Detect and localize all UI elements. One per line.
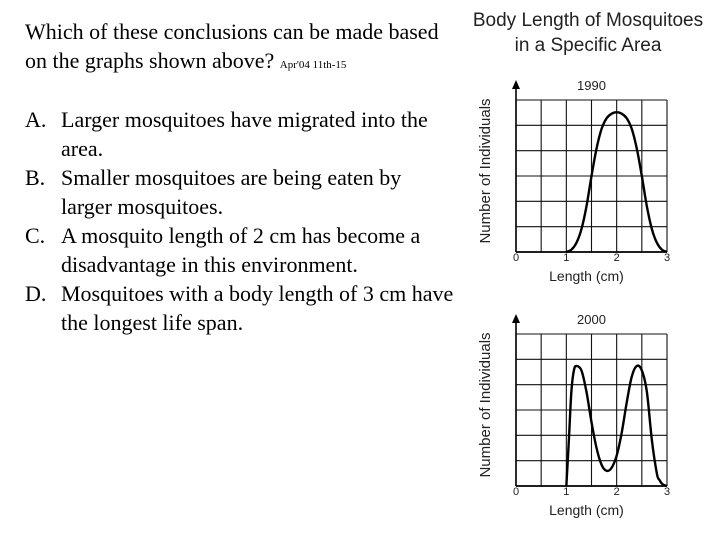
option-letter: D. <box>25 281 47 306</box>
option-text: Smaller mosquitoes are being eaten by larger mosquitoes. <box>61 165 402 219</box>
chart-panel-1990 <box>477 78 670 284</box>
y-axis-arrow <box>512 80 520 89</box>
chart-panel-2000 <box>477 312 670 518</box>
figure-title-line2: in a Specific Area <box>514 35 662 56</box>
y-axis-label: Number of Individuals <box>477 332 494 478</box>
chart-title: 2000 <box>577 312 606 327</box>
y-axis-arrow <box>512 314 520 323</box>
y-axis-label: Number of Individuals <box>477 98 494 244</box>
figure-title-line1: Body Length of Mosquitoes <box>472 10 704 31</box>
x-tick-label: 0 <box>512 252 520 264</box>
question-text: Which of these conclusions can be made based on the graphs shown above? <box>25 19 439 73</box>
option-letter: A. <box>25 107 47 132</box>
x-axis-label: Length (cm) <box>549 268 624 284</box>
option-text: A mosquito length of 2 cm has become a disadvantage in this environment. <box>61 223 421 277</box>
x-tick-label: 2 <box>613 486 620 498</box>
option-text: Larger mosquitoes have migrated into the area. <box>61 107 428 161</box>
x-axis-label: Length (cm) <box>549 502 624 518</box>
x-tick-label: 0 <box>512 486 520 498</box>
chart-title: 1990 <box>577 78 606 93</box>
option-text: Mosquitoes with a body length of 3 cm have the longest life span. <box>61 281 454 335</box>
x-tick-label: 3 <box>663 486 671 498</box>
x-tick-label: 1 <box>563 486 570 498</box>
option-letter: C. <box>25 223 46 248</box>
x-tick-label: 1 <box>563 252 570 264</box>
option-letter: B. <box>25 165 46 190</box>
x-tick-label: 3 <box>663 252 671 264</box>
x-tick-label: 2 <box>613 252 620 264</box>
question-source: Apr'04 11th-15 <box>279 59 347 71</box>
